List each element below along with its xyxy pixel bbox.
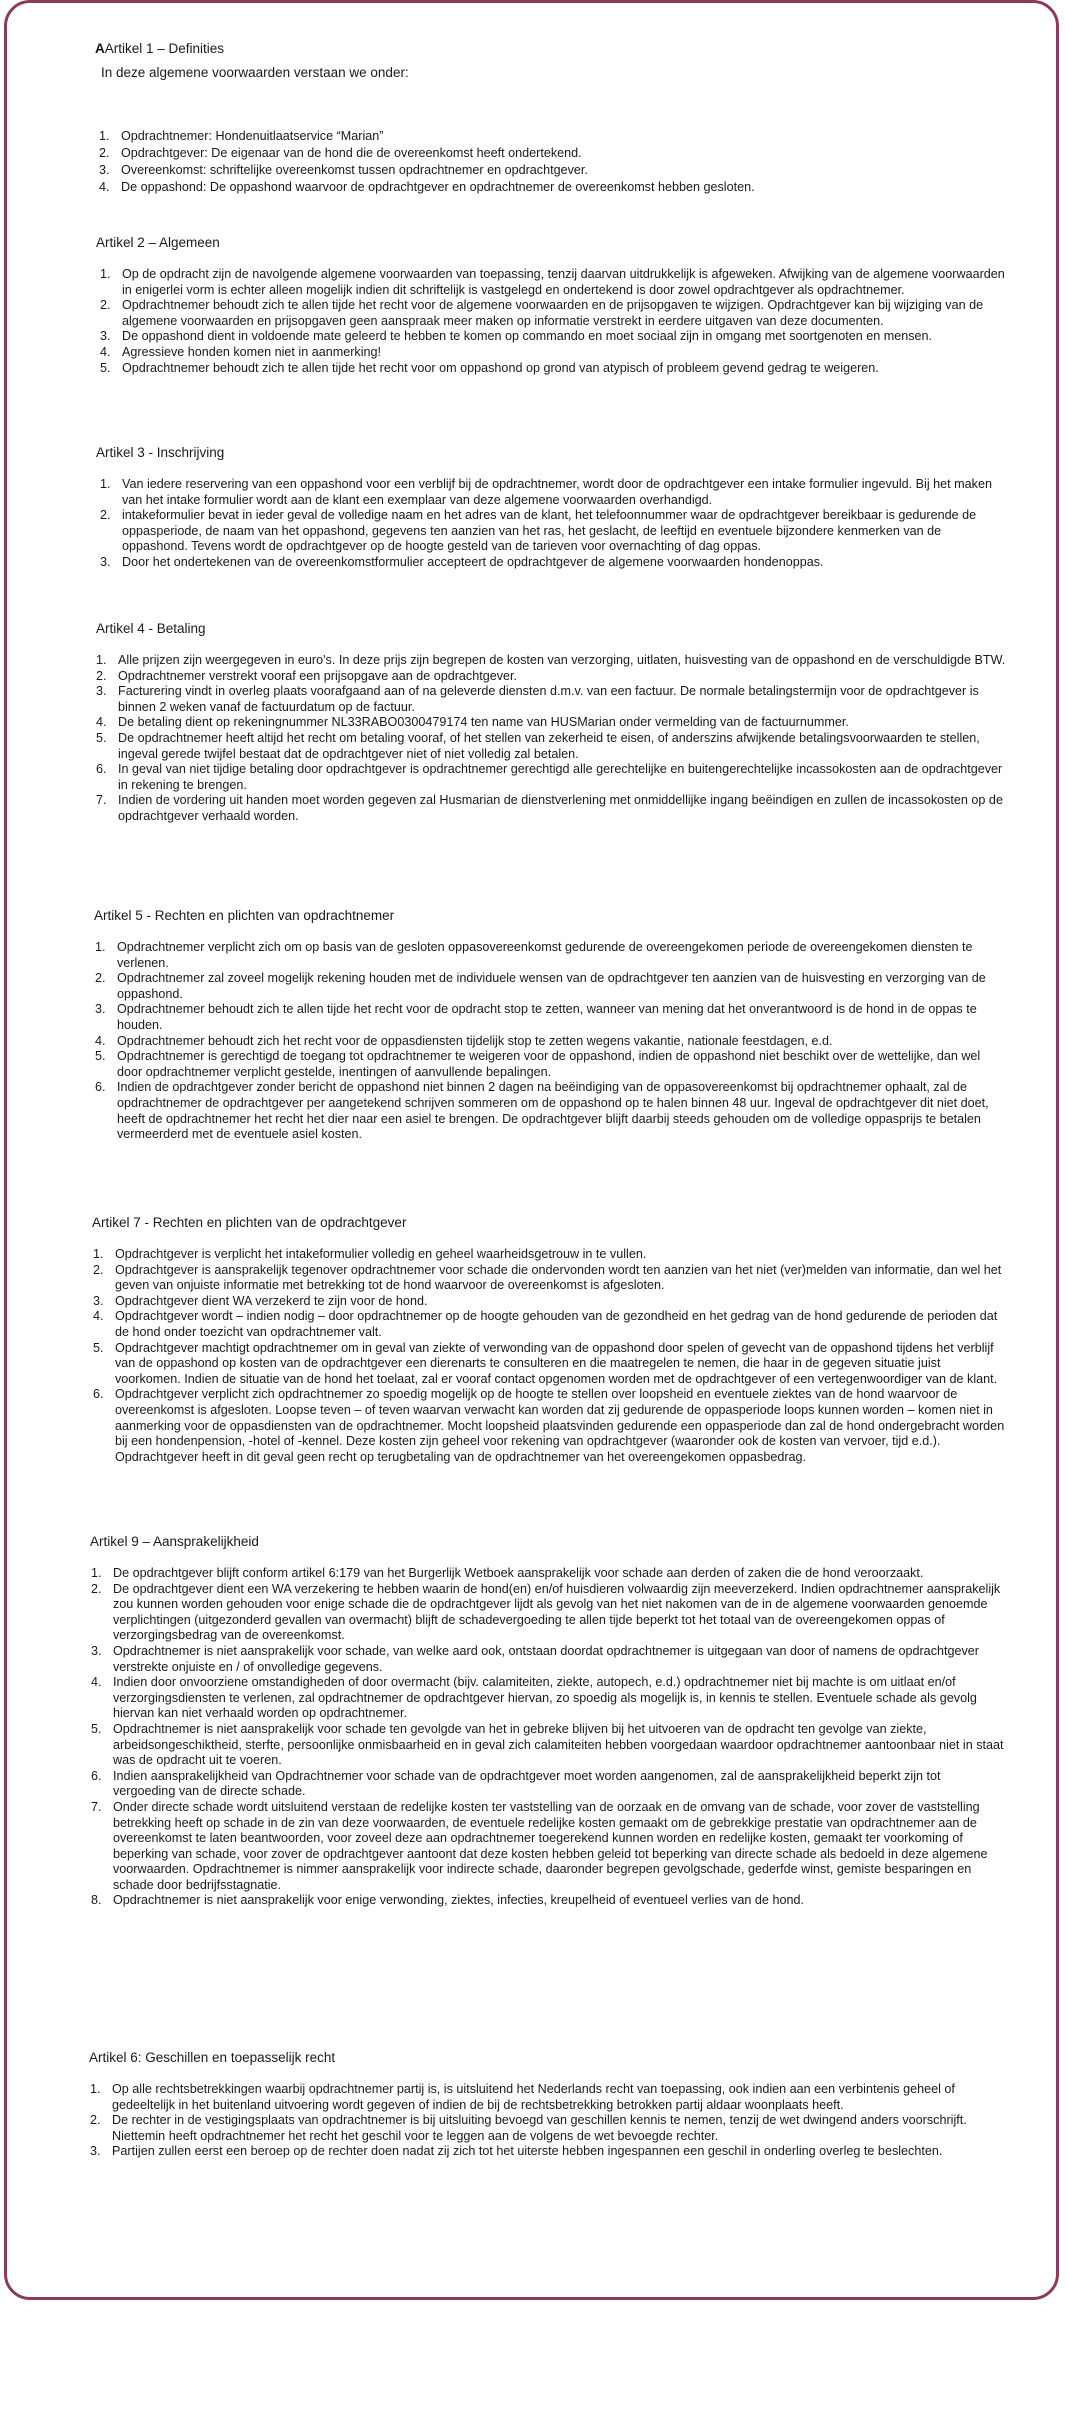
list-item	[100, 508, 1005, 555]
list-item	[95, 1049, 1005, 1080]
list-item	[90, 2082, 1005, 2113]
section-list	[100, 477, 1005, 571]
list-item	[93, 1294, 1005, 1310]
list-item-number: 8.	[91, 1893, 102, 1908]
list-item	[95, 1080, 1005, 1142]
list-item	[99, 146, 1029, 162]
list-item-number: 4.	[93, 1309, 104, 1324]
list-item-text: In geval van niet tijdige betaling door opdrachtgever is opdrachtnemer gerechtigd alle gerechtelijke en buitengerechtelijke incassokosten aan de opdrachtgever in rekening te brengen.	[118, 762, 1003, 792]
list-item-number: 2.	[91, 1581, 102, 1596]
section-title: Artikel 2 – Algemeen	[96, 235, 220, 250]
heading-initial: A	[95, 41, 105, 56]
list-item-text: De opdrachtnemer heeft altijd het recht om betaling vooraf, of het stellen van zekerheid te eisen, of anderszins afwijkende betalingsvoorwaarden te stellen, ingeval gerede twijfel bestaat dat de opdrachtgever niet of niet volledig zal betalen.	[118, 730, 980, 761]
list-item-number: 1.	[90, 2082, 101, 2096]
list-item-text: Op alle rechtsbetrekkingen waarbij opdrachtnemer partij is, is uitsluitend het Nederlands recht van toepassing, ook indien aan een verbintenis geheel of gedeeltelijk in het buitenland uitvoering wordt gegeven of indien de bij de rechtsbetrekking betrokken partij aldaar woonplaats heeft.	[112, 2082, 955, 2112]
list-item	[91, 1800, 1005, 1894]
list-item-number: 5.	[91, 1721, 102, 1736]
list-item-text: Opdrachtgever machtigt opdrachtnemer om in geval van ziekte of verwonding van de oppashond door spelen of gevecht van de oppashond tijdens het verblijf van de oppashond op kosten van de opdrachtgever een dierenarts te consulteren en die maatregelen te nemen, die haar in de gegeven situatie juist voorkomen. Indien de situatie van de hond het toelaat, zal er vooraf contact opgenomen worden met de opdrachtgever of een vertegenwoordiger van de klant.	[115, 1340, 998, 1386]
list-item	[100, 477, 1005, 508]
section-heading	[95, 41, 224, 57]
list-item-text: Facturering vindt in overleg plaats voorafgaand aan of na geleverde diensten d.m.v. van een factuur. De normale betalingstermijn voor de opdrachtgever is binnen 2 weken vanaf de factuurdatum op de factuur.	[118, 684, 979, 714]
list-item-number: 3.	[91, 1643, 102, 1658]
list-item-text: De betaling dient op rekeningnummer NL33RABO0300479174 ten name van HUSMarian onder vermelding van de factuurnummer.	[118, 715, 849, 730]
section-heading	[92, 1215, 406, 1231]
list-item-text: Opdrachtnemer zal zoveel mogelijk rekening houden met de individuele wensen van de opdrachtgever ten aanzien van de huisvesting en verzorging van de oppashond.	[117, 971, 986, 1001]
section-title: Artikel 5 - Rechten en plichten van opdrachtnemer	[94, 908, 395, 923]
list-item-number: 1.	[100, 267, 111, 281]
list-item-number: 2.	[90, 2113, 101, 2128]
list-item	[95, 971, 1005, 1002]
list-item-text: Indien de opdrachtgever zonder bericht de oppashond niet binnen 2 dagen na beëindiging van de oppasovereenkomst bij opdrachtnemer ophaalt, zal de opdrachtnemer de opdrachtgever per aangetekend schrijven sommeren om de oppashond op te halen binnen 48 uur. Ingeval de opdrachtgever dit niet doet, heeft de opdrachtnemer het recht het dier naar een asiel te brengen. De opdrachtgever blijft daarbij steeds gehouden om de volledige oppasprijs te betalen vermeerderd met de eventuele asiel kosten.	[117, 1080, 989, 1142]
list-item-text: Opdrachtgever: De eigenaar van de hond die de overeenkomst heeft ondertekend.	[121, 145, 582, 160]
list-item-text: Opdrachtnemer is niet aansprakelijk voor schade, van welke aard ook, ontstaan doordat opdrachtnemer is uitgegaan van door of namens de opdrachtgever verstrekte onjuiste en / of onvolledige gegevens.	[113, 1643, 979, 1674]
list-item-number: 4.	[100, 344, 111, 359]
list-item	[96, 684, 1006, 715]
list-item-text: Onder directe schade wordt uitsluitend verstaan de redelijke kosten ter vaststelling van de oorzaak en de omvang van de schade, voor zover de vaststelling betrekking heeft op schade in de zin van deze voorwaarden, de eventuele redelijke kosten gemaakt om de gebrekkige prestatie van opdrachtnemer aan de overeenkomst te laten beantwoorden, voor zoveel deze aan opdrachtnemer toegerekend kunnen worden en redelijke kosten, gemaakt ter voorkoming of beperking van schade, voor zover de opdrachtgever aantoont dat deze kosten hebben geleid tot beperking van directe schade als bedoeld in deze algemene voorwaarden. Opdrachtnemer is nimmer aansprakelijk voor indirecte schade, daaronder begrepen gevolgschade, gederfde winst, gemiste besparingen en schade door bedrijfsstagnatie.	[113, 1799, 988, 1892]
list-item-text: De oppashond: De oppashond waarvoor de opdrachtgever en opdrachtnemer de overeenkomst hebben gesloten.	[121, 179, 755, 194]
list-item-number: 4.	[96, 715, 107, 730]
list-item	[91, 1566, 1005, 1582]
list-item	[91, 1769, 1005, 1800]
list-item-text: Alle prijzen zijn weergegeven in euro's. In deze prijs zijn begrepen de kosten van verzorging, uitlaten, huisvesting van de oppashond en de verschuldigde BTW.	[118, 653, 1006, 667]
list-item	[95, 940, 1005, 971]
list-item	[91, 1722, 1005, 1769]
section-title: Artikel 6: Geschillen en toepasselijk recht	[89, 2050, 336, 2065]
list-item-number: 5.	[96, 730, 107, 745]
list-item	[93, 1247, 1005, 1263]
section-title: Artikel 1 – Definities	[104, 41, 225, 56]
list-item	[100, 267, 1005, 298]
list-item-text: Partijen zullen eerst een beroep op de rechter doen nadat zij zich tot het uiterste hebben ingespannen een geschil in onderling overleg te beslechten.	[112, 2144, 943, 2159]
section-list	[100, 267, 1005, 376]
list-item	[91, 1582, 1005, 1644]
section-list	[99, 129, 1029, 197]
list-item-text: Opdrachtnemer behoudt zich te allen tijde het recht voor de opdracht stop te zetten, wanneer van mening dat het onverantwoord is de hond in de oppas te houden.	[117, 1002, 977, 1032]
list-item-number: 7.	[91, 1799, 102, 1814]
list-item-text: Door het ondertekenen van de overeenkomstformulier accepteert de opdrachtgever de algemene voorwaarden hondenoppas.	[122, 554, 824, 569]
list-item-text: Opdrachtnemer behoudt zich het recht voor de oppasdiensten tijdelijk stop te zetten wegens vakantie, nationale feestdagen, e.d.	[117, 1033, 833, 1048]
section-heading	[96, 621, 206, 637]
list-item-number: 1.	[99, 129, 110, 143]
list-item-number: 5.	[93, 1340, 104, 1355]
list-item	[91, 1893, 1005, 1909]
list-item	[95, 1002, 1005, 1033]
section-list	[90, 2082, 1005, 2160]
list-item-number: 1.	[96, 653, 107, 667]
list-item-number: 4.	[91, 1675, 102, 1690]
list-item-text: Op de opdracht zijn de navolgende algemene voorwaarden van toepassing, tenzij daarvan uitdrukkelijk is afgeweken. Afwijking van de algemene voorwaarden in enigerlei vorm is echter alleen mogelijk indien dit schriftelijk is vastgelegd en ondertekend is door zowel opdrachtgever als opdrachtnemer.	[122, 267, 1005, 297]
list-item	[93, 1341, 1005, 1388]
list-item-text: Opdrachtgever is verplicht het intakeformulier volledig en geheel waarheidsgetrouw in te vullen.	[115, 1247, 647, 1261]
list-item	[100, 555, 1005, 571]
section-title: Artikel 9 – Aansprakelijkheid	[90, 1534, 259, 1549]
list-item	[100, 361, 1005, 377]
list-item-text: Indien door onvoorziene omstandigheden of door overmacht (bijv. calamiteiten, ziekte, autopech, e.d.) opdrachtnemer niet bij machte is om uitlaat en/of verzorgingsdiensten te verlenen, zal opdrachtnemer de opdrachtgever hiervan, zo spoedig als mogelijk is, in kennis te stellen. Eventuele schade als gevolg hiervan kan niet verhaald worden op opdrachtnemer.	[113, 1675, 977, 1721]
list-item-number: 2.	[95, 971, 106, 986]
list-item-text: Opdrachtnemer verstrekt vooraf een prijsopgave aan de opdrachtgever.	[118, 668, 518, 683]
section-heading	[90, 1534, 259, 1550]
list-item-text: Opdrachtnemer is gerechtigd de toegang tot opdrachtnemer te weigeren voor de oppashond, indien de oppashond niet beschikt over de wettelijke, dan wel door opdrachtnemer verplicht gestelde, inentingen of aanvullende bepalingen.	[117, 1049, 981, 1079]
list-item-number: 2.	[99, 145, 110, 160]
list-item	[96, 715, 1006, 731]
section-list	[93, 1247, 1005, 1465]
list-item-number: 3.	[95, 1002, 106, 1017]
list-item-number: 3.	[100, 554, 111, 569]
list-item	[99, 180, 1029, 196]
list-item-number: 4.	[99, 179, 110, 194]
section-title: Artikel 4 - Betaling	[96, 621, 206, 636]
list-item-number: 6.	[95, 1080, 106, 1095]
section-list	[95, 940, 1005, 1143]
list-item-text: De opdrachtgever dient een WA verzekering te hebben waarin de hond(en) en/of huisdieren volwaardig zijn meeverzekerd. Indien opdrachtnemer aansprakelijk zou kunnen worden gehouden voor enige schade die de opdrachtgever lijdt als gevolg van het niet nakomen van de in de algemene voorwaarden genoemde verplichtingen (uitgezonderd gevallen van overmacht) blijft de schadevergoeding te allen tijde beperkt tot het totaal van de overeengekomen oppas of verzorgingsbedrag van de overeenkomst.	[113, 1581, 1001, 1643]
list-item	[100, 298, 1005, 329]
list-item-number: 3.	[93, 1293, 104, 1308]
list-item	[100, 345, 1005, 361]
section-title: Artikel 3 - Inschrijving	[96, 445, 225, 460]
list-item	[95, 1034, 1005, 1050]
list-item-number: 4.	[95, 1033, 106, 1048]
list-item-text: Indien de vordering uit handen moet worden gegeven zal Husmarian de dienstverlening met onmiddellijke ingang beëindigen en zullen de incassokosten op de opdrachtgever verhaald worden.	[118, 793, 1003, 823]
list-item-text: De oppashond dient in voldoende mate geleerd te hebben te komen op commando en moet sociaal zijn in omgang met soortgenoten en mensen.	[122, 329, 933, 344]
list-item	[100, 329, 1005, 345]
document-frame	[4, 0, 1059, 2300]
list-item	[96, 653, 1006, 669]
list-item-text: Overeenkomst: schriftelijke overeenkomst tussen opdrachtnemer en opdrachtgever.	[121, 162, 588, 177]
section-heading	[96, 445, 224, 461]
section-list	[91, 1566, 1005, 1909]
list-item-number: 2.	[93, 1262, 104, 1277]
list-item-text: De opdrachtgever blijft conform artikel 6:179 van het Burgerlijk Wetboek aansprakelijk voor schade aan derden of zaken die de hond veroorzaakt.	[113, 1566, 924, 1580]
list-item-text: Opdrachtnemer is niet aansprakelijk voor schade ten gevolgde van het in gebreke blijven bij het uitvoeren van de opdracht ten gevolge van ziekte, arbeidsongeschiktheid, sterfte, persoonlijke onmisbaarheid en in geval zich calamiteiten hebben voorgedaan waardoor opdrachtnemer aantoonbaar niet in staat was de opdracht uit te voeren.	[113, 1721, 1004, 1768]
list-item-text: Opdrachtnemer is niet aansprakelijk voor enige verwonding, ziektes, infecties, kreupelheid of eventueel verlies van de hond.	[113, 1893, 804, 1908]
list-item-number: 2.	[100, 508, 111, 523]
list-item-number: 1.	[95, 940, 106, 954]
list-item-text: Opdrachtgever verplicht zich opdrachtnemer zo spoedig mogelijk op de hoogte te stellen over loopsheid en eventuele ziektes van de hond waarvoor de overeenkomst is afgesloten. Loopse teven – of teven waarvan verwacht kan worden dat zij gedurende de oppasperiode loops kunnen worden – komen niet in aanmerking voor de oppasdiensten van de opdrachtnemer. Mocht loopsheid plaatsvinden gedurende een oppasperiode dan zal de hond ondergebracht worden bij een hondenpension, -hotel of -kennel. Deze kosten zijn geheel voor rekening van opdrachtgever (waaronder ook de kosten van vervoer, tijd e.d.). Opdrachtgever heeft in dit geval geen recht op terugbetaling van de opdrachtnemer van het overeengekomen oppasbedrag.	[115, 1387, 1005, 1464]
list-item-text: De rechter in de vestigingsplaats van opdrachtnemer is bij uitsluiting bevoegd van geschillen kennis te nemen, tenzij de wet dwingend anders voorschrijft. Niettemin heeft opdrachtnemer het recht het geschil voor te leggen aan de volgens de wet bevoegde rechter.	[112, 2113, 967, 2143]
section-title: Artikel 7 - Rechten en plichten van de opdrachtgever	[92, 1215, 407, 1230]
section-heading	[96, 235, 220, 251]
list-item	[93, 1309, 1005, 1340]
section-heading	[89, 2050, 335, 2066]
list-item-number: 6.	[91, 1768, 102, 1783]
list-item-text: Opdrachtnemer behoudt zich te allen tijde het recht voor om oppashond op grond van atypisch of probleem gevend gedrag te weigeren.	[122, 360, 879, 375]
list-item-text: Indien aansprakelijkheid van Opdrachtnemer voor schade van de opdrachtgever moet worden aangenomen, zal de aansprakelijkheid beperkt zijn tot vergoeding van de directe schade.	[113, 1768, 941, 1799]
section-intro: In deze algemene voorwaarden verstaan we onder:	[101, 65, 409, 80]
list-item-number: 5.	[100, 360, 111, 375]
list-item	[99, 163, 1029, 179]
list-item-number: 3.	[99, 162, 110, 177]
list-item-number: 1.	[100, 477, 111, 491]
list-item-number: 6.	[93, 1387, 104, 1402]
list-item	[96, 731, 1006, 762]
list-item-text: Opdrachtgever is aansprakelijk tegenover opdrachtnemer voor schade die ondervonden wordt ten aanzien van het niet (ver)melden van informatie, dan wel het geven van onjuiste informatie met betrekking tot de hond waarvoor de overeenkomst is afgesloten.	[115, 1262, 1002, 1293]
list-item	[90, 2113, 1005, 2144]
list-item	[96, 793, 1006, 824]
list-item-number: 2.	[96, 668, 107, 683]
list-item	[91, 1675, 1005, 1722]
list-item-number: 7.	[96, 793, 107, 808]
list-item	[93, 1263, 1005, 1294]
section-heading	[94, 908, 394, 924]
list-item-text: Opdrachtnemer: Hondenuitlaatservice “Marian”	[121, 129, 384, 143]
list-item	[90, 2144, 1005, 2160]
list-item-number: 3.	[100, 329, 111, 344]
list-item-number: 5.	[95, 1049, 106, 1064]
list-item	[99, 129, 1029, 145]
list-item	[96, 669, 1006, 685]
list-item	[91, 1644, 1005, 1675]
list-item	[96, 762, 1006, 793]
list-item-text: intakeformulier bevat in ieder geval de volledige naam en het adres van de klant, het telefoonnummer waar de opdrachtgever bereikbaar is gedurende de oppasperiode, de naam van het oppashond, gegevens ten aanzien van het ras, het geslacht, de leeftijd en eventuele bijzondere kenmerken van de oppashond. Tevens wordt de opdrachtgever op de hoogte gesteld van de tarieven voor overnachting of dag oppas.	[122, 508, 977, 554]
list-item-text: Opdrachtnemer verplicht zich om op basis van de gesloten oppasovereenkomst gedurende de overeengekomen periode de overeengekomen diensten te verlenen.	[117, 940, 973, 970]
list-item-number: 1.	[91, 1566, 102, 1580]
list-item-text: Opdrachtgever wordt – indien nodig – door opdrachtnemer op de hoogte gehouden van de gezondheid en het gedrag van de hond gedurende de perioden dat de hond onder toezicht van opdrachtnemer valt.	[115, 1309, 998, 1339]
list-item-number: 3.	[90, 2144, 101, 2159]
list-item-text: Agressieve honden komen niet in aanmerking!	[122, 344, 382, 359]
list-item	[93, 1387, 1005, 1465]
list-item-number: 6.	[96, 762, 107, 777]
list-item-number: 3.	[96, 684, 107, 699]
list-item-number: 1.	[93, 1247, 104, 1261]
list-item-text: Van iedere reservering van een oppashond voor een verblijf bij de opdrachtnemer, wordt door de opdrachtgever een intake formulier ingevuld. Bij het maken van het intake formulier wordt aan de klant een exemplaar van deze algemene voorwaarden overhandigd.	[122, 477, 992, 507]
list-item-text: Opdrachtnemer behoudt zich te allen tijde het recht voor de algemene voorwaarden en de prijsopgaven te wijzigen. Opdrachtgever kan bij wijziging van de algemene voorwaarden en prijsopgaven geen aanspraak meer maken op informatie verstrekt in eerdere uitgaven van deze documenten.	[122, 298, 984, 328]
list-item-text: Opdrachtgever dient WA verzekerd te zijn voor de hond.	[115, 1293, 428, 1308]
list-item-number: 2.	[100, 298, 111, 313]
section-list	[96, 653, 1006, 825]
